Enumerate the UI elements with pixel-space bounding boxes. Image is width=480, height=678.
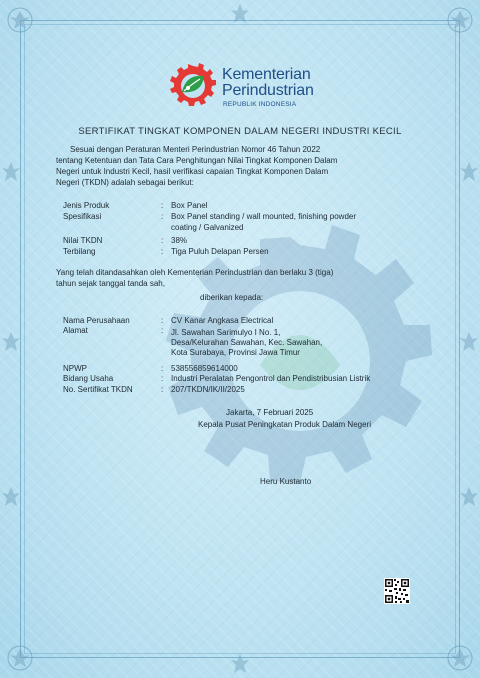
field-label: Terbilang [63,247,96,256]
intro-line: Sesuai dengan Peraturan Menteri Perindustrian Nomor 46 Tahun 2022 [70,145,321,154]
intro-line: Negeri untuk Industri Kecil, hasil verifikasi capaian Tingkat Komponen Dalam [56,167,329,176]
field-label: Spesifikasi [63,212,102,221]
field-colon: : [161,326,164,335]
garuda-emblem-icon [458,160,480,184]
field-label: NPWP [63,364,87,373]
ministry-logo [168,62,328,112]
logo-line-1: Kementerian [222,66,311,83]
field-colon: : [161,212,164,221]
validity-line: Yang telah ditandasahkan oleh Kementerian Perindustrian dan berlaku 3 (tiga) [56,268,334,277]
field-colon: : [161,385,164,394]
field-value: Tiga Puluh Delapan Persen [171,247,269,256]
garuda-emblem-icon [6,6,34,34]
field-colon: : [161,247,164,256]
field-label: Nilai TKDN [63,236,103,245]
field-label: Nama Perusahaan [63,316,130,325]
field-value: CV Kanar Angkasa Electrical [171,316,274,325]
field-label: Bidang Usaha [63,374,114,383]
field-value: Box Panel standing / wall mounted, finishing powder [171,212,356,221]
field-value: Box Panel [171,201,208,210]
garuda-emblem-icon [446,6,474,34]
garuda-emblem-icon [0,160,22,184]
garuda-emblem-icon [0,485,22,509]
garuda-emblem-icon [0,330,22,354]
field-colon: : [161,374,164,383]
place-date: Jakarta, 7 Februari 2025 [226,408,314,417]
field-value: 207/TKDN/IK/II/2025 [171,385,245,394]
field-label: Alamat [63,326,88,335]
given-to: diberikan kepada: [200,293,264,302]
field-colon: : [161,201,164,210]
garuda-emblem-icon [6,644,34,672]
field-value: 538556859614000 [171,364,238,373]
intro-line: Negeri (TKDN) adalah sebagai berikut: [56,178,194,187]
garuda-emblem-icon [458,485,480,509]
signer-title: Kepala Pusat Peningkatan Produk Dalam Negeri [198,420,371,429]
certificate-title: SERTIFIKAT TINGKAT KOMPONEN DALAM NEGERI INDUSTRI KECIL [78,126,402,137]
field-value: coating / Galvanized [171,223,244,232]
field-value: Industri Peralatan Pengontrol dan Pendistribusian Listrik [171,374,371,383]
intro-line: tentang Ketentuan dan Tata Cara Penghitungan Nilai Tingkat Komponen Dalam [56,156,338,165]
field-colon: : [161,316,164,325]
garuda-emblem-icon [446,644,474,672]
field-value: Desa/Kelurahan Sawahan, Kec. Sawahan, [171,338,323,347]
garuda-emblem-icon [458,330,480,354]
garuda-emblem-icon [229,652,251,676]
qr-code [384,578,410,604]
field-label: Jenis Produk [63,201,110,210]
validity-line: tahun sejak tanggal tanda sah, [56,279,165,288]
field-colon: : [161,364,164,373]
ministry-gear-leaf-icon [168,62,218,110]
field-label: No. Sertifikat TKDN [63,385,133,394]
logo-line-2: Perindustrian [222,82,314,99]
garuda-emblem-icon [229,2,251,26]
field-value: Kota Surabaya, Provinsi Jawa Timur [171,348,300,357]
signer-name: Heru Kustanto [260,477,312,486]
field-value: 38% [171,236,188,245]
logo-line-3: REPUBLIK INDONESIA [223,101,297,108]
field-colon: : [161,236,164,245]
field-value: Jl. Sawahan Sarimulyo I No. 1, [171,328,281,337]
